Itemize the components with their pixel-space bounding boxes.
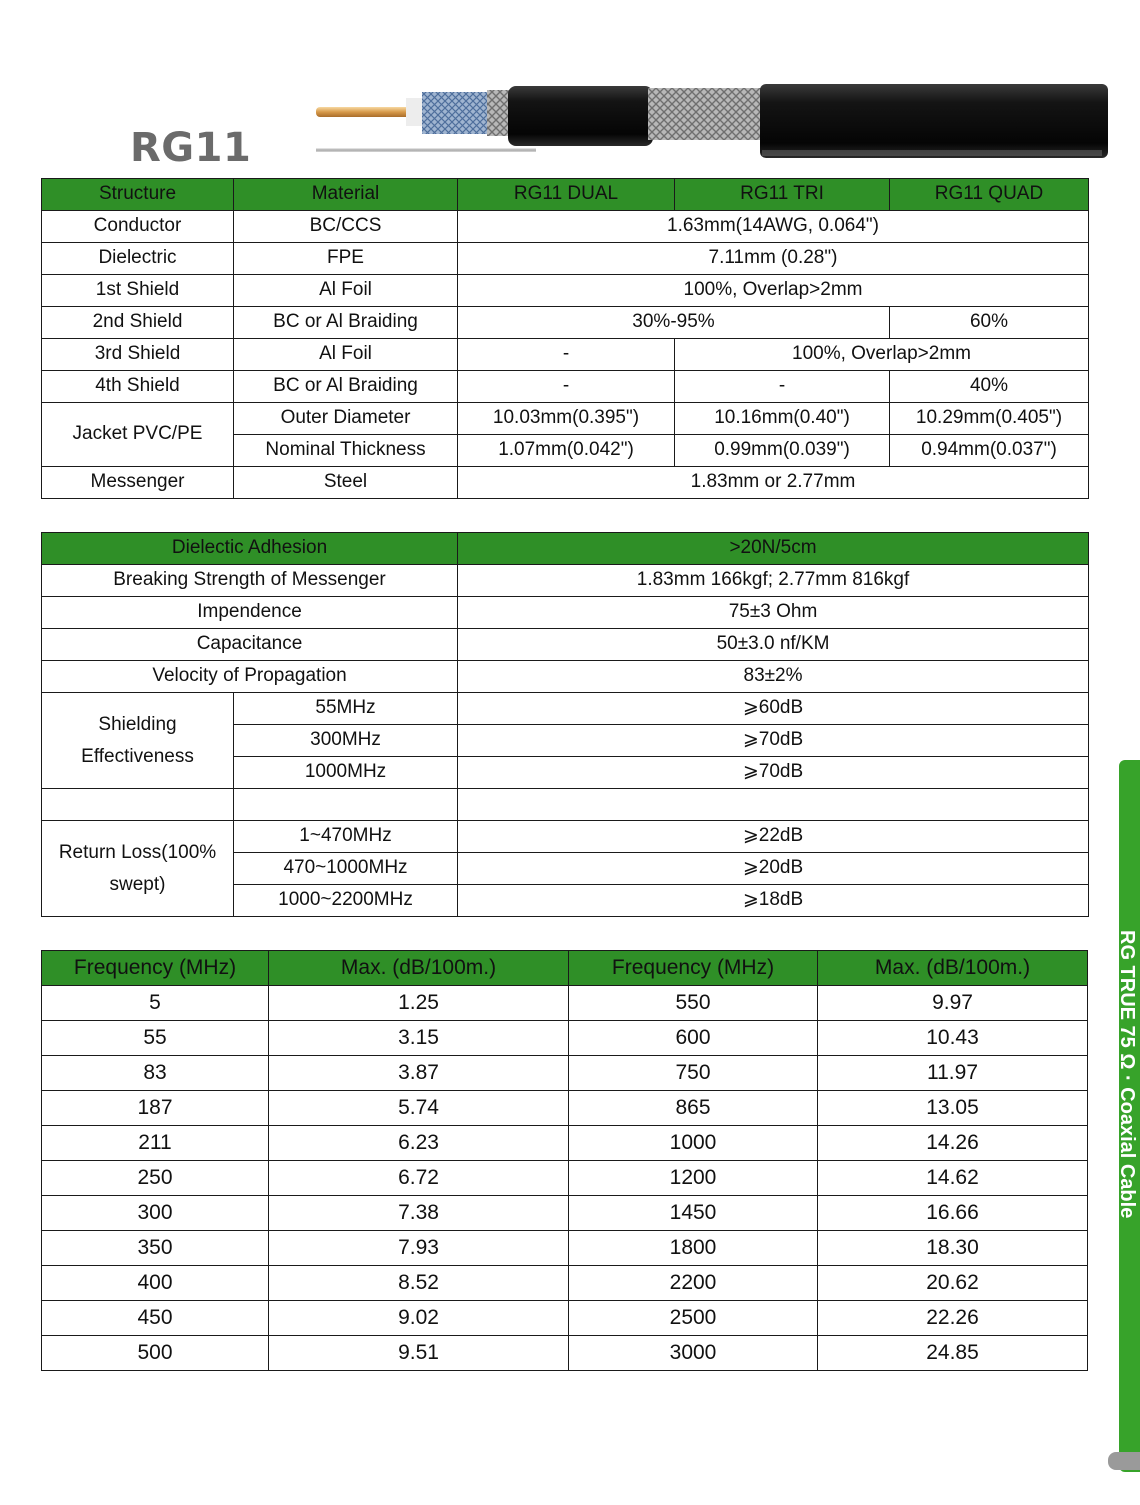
row-value: 1.83mm or 2.77mm bbox=[458, 467, 1089, 499]
frequency-cell: 350 bbox=[42, 1231, 269, 1266]
empty-cell bbox=[234, 789, 458, 821]
row-label: Impendence bbox=[42, 597, 458, 629]
frequency-cell: 2500 bbox=[569, 1301, 818, 1336]
row-material: Al Foil bbox=[234, 339, 458, 371]
table-row bbox=[42, 211, 1089, 243]
row-label: Conductor bbox=[42, 211, 234, 243]
row-value: ⩾70dB bbox=[458, 725, 1089, 757]
attenuation-cell: 10.43 bbox=[818, 1021, 1088, 1056]
frequency-cell: 3000 bbox=[569, 1336, 818, 1371]
row-label: Dielectric bbox=[42, 243, 234, 275]
row-value: 83±2% bbox=[458, 661, 1089, 693]
adhesion-label: Dielectic Adhesion bbox=[42, 533, 458, 565]
header-material: Material bbox=[234, 179, 458, 211]
frequency-cell: 550 bbox=[569, 986, 818, 1021]
row-material: FPE bbox=[234, 243, 458, 275]
row-freq: 1000MHz bbox=[234, 757, 458, 789]
row-freq: 1000~2200MHz bbox=[234, 885, 458, 917]
row-freq: 1~470MHz bbox=[234, 821, 458, 853]
attenuation-cell: 13.05 bbox=[818, 1091, 1088, 1126]
attenuation-cell: 11.97 bbox=[818, 1056, 1088, 1091]
table-row bbox=[42, 1336, 1088, 1371]
row-value: 100%, Overlap>2mm bbox=[458, 275, 1089, 307]
row-value: ⩾70dB bbox=[458, 757, 1089, 789]
table-row bbox=[42, 1021, 1088, 1056]
row-value: 50±3.0 nf/KM bbox=[458, 629, 1089, 661]
attenuation-cell: 8.52 bbox=[269, 1266, 569, 1301]
sidebar-label: RG TRUE 75 Ω · Coaxial Cable bbox=[1116, 930, 1138, 1219]
header-frequency: Frequency (MHz) bbox=[42, 951, 269, 986]
frequency-cell: 750 bbox=[569, 1056, 818, 1091]
frequency-cell: 2200 bbox=[569, 1266, 818, 1301]
frequency-cell: 450 bbox=[42, 1301, 269, 1336]
attenuation-cell: 16.66 bbox=[818, 1196, 1088, 1231]
attenuation-table bbox=[41, 950, 1088, 1371]
table-row bbox=[42, 1266, 1088, 1301]
table-row bbox=[42, 1301, 1088, 1336]
row-label: 3rd Shield bbox=[42, 339, 234, 371]
row-material: BC or Al Braiding bbox=[234, 371, 458, 403]
row-value: ⩾60dB bbox=[458, 693, 1089, 725]
sidebar-shadow bbox=[1108, 1452, 1140, 1470]
row-freq: 300MHz bbox=[234, 725, 458, 757]
structure-header-row bbox=[42, 179, 1089, 211]
frequency-cell: 400 bbox=[42, 1266, 269, 1301]
table-row bbox=[42, 661, 1089, 693]
header-max: Max. (dB/100m.) bbox=[269, 951, 569, 986]
row-material: BC/CCS bbox=[234, 211, 458, 243]
frequency-cell: 5 bbox=[42, 986, 269, 1021]
row-material: BC or Al Braiding bbox=[234, 307, 458, 339]
frequency-cell: 250 bbox=[42, 1161, 269, 1196]
frequency-cell: 1800 bbox=[569, 1231, 818, 1266]
row-value: 40% bbox=[890, 371, 1089, 403]
row-value: - bbox=[458, 339, 675, 371]
frequency-cell: 1450 bbox=[569, 1196, 818, 1231]
row-value: 60% bbox=[890, 307, 1089, 339]
electrical-header-row bbox=[42, 533, 1089, 565]
frequency-cell: 300 bbox=[42, 1196, 269, 1231]
attenuation-cell: 7.93 bbox=[269, 1231, 569, 1266]
row-freq: 470~1000MHz bbox=[234, 853, 458, 885]
row-material: Nominal Thickness bbox=[234, 435, 458, 467]
row-value: 0.99mm(0.039") bbox=[675, 435, 890, 467]
attenuation-cell: 18.30 bbox=[818, 1231, 1088, 1266]
row-label: Capacitance bbox=[42, 629, 458, 661]
table-row bbox=[42, 275, 1089, 307]
table-row bbox=[42, 467, 1089, 499]
frequency-cell: 187 bbox=[42, 1091, 269, 1126]
table-row bbox=[42, 986, 1088, 1021]
frequency-cell: 500 bbox=[42, 1336, 269, 1371]
row-label: Messenger bbox=[42, 467, 234, 499]
frequency-cell: 83 bbox=[42, 1056, 269, 1091]
row-value: 30%-95% bbox=[458, 307, 890, 339]
attenuation-cell: 1.25 bbox=[269, 986, 569, 1021]
attenuation-header-row bbox=[42, 951, 1088, 986]
row-label: Breaking Strength of Messenger bbox=[42, 565, 458, 597]
empty-row bbox=[42, 789, 1089, 821]
header-structure: Structure bbox=[42, 179, 234, 211]
attenuation-body bbox=[42, 986, 1088, 1371]
table-row bbox=[42, 629, 1089, 661]
row-value: 75±3 Ohm bbox=[458, 597, 1089, 629]
table-row bbox=[42, 307, 1089, 339]
attenuation-cell: 9.97 bbox=[818, 986, 1088, 1021]
row-label: 2nd Shield bbox=[42, 307, 234, 339]
frequency-cell: 55 bbox=[42, 1021, 269, 1056]
shielding-label: Shielding Effectiveness bbox=[42, 693, 234, 789]
row-value: - bbox=[675, 371, 890, 403]
table-row bbox=[42, 339, 1089, 371]
empty-cell bbox=[42, 789, 234, 821]
attenuation-cell: 6.72 bbox=[269, 1161, 569, 1196]
header-max: Max. (dB/100m.) bbox=[818, 951, 1088, 986]
row-label: 4th Shield bbox=[42, 371, 234, 403]
table-row bbox=[42, 693, 1089, 725]
table-row bbox=[42, 371, 1089, 403]
table-row bbox=[42, 1231, 1088, 1266]
attenuation-cell: 3.15 bbox=[269, 1021, 569, 1056]
header-rg11-tri: RG11 TRI bbox=[675, 179, 890, 211]
table-row bbox=[42, 1091, 1088, 1126]
table-row bbox=[42, 821, 1089, 853]
attenuation-cell: 24.85 bbox=[818, 1336, 1088, 1371]
attenuation-cell: 9.51 bbox=[269, 1336, 569, 1371]
row-material: Steel bbox=[234, 467, 458, 499]
attenuation-cell: 14.62 bbox=[818, 1161, 1088, 1196]
row-value: ⩾20dB bbox=[458, 853, 1089, 885]
table-row bbox=[42, 1056, 1088, 1091]
table-row bbox=[42, 565, 1089, 597]
row-value: 100%, Overlap>2mm bbox=[675, 339, 1089, 371]
attenuation-cell: 14.26 bbox=[818, 1126, 1088, 1161]
row-value: 0.94mm(0.037") bbox=[890, 435, 1089, 467]
row-freq: 55MHz bbox=[234, 693, 458, 725]
row-value: 10.16mm(0.40") bbox=[675, 403, 890, 435]
return-loss-label: Return Loss(100% swept) bbox=[42, 821, 234, 917]
row-material: Outer Diameter bbox=[234, 403, 458, 435]
row-label: Velocity of Propagation bbox=[42, 661, 458, 693]
row-value: 10.03mm(0.395") bbox=[458, 403, 675, 435]
attenuation-cell: 7.38 bbox=[269, 1196, 569, 1231]
row-label: Jacket PVC/PE bbox=[42, 403, 234, 467]
row-value: 1.63mm(14AWG, 0.064") bbox=[458, 211, 1089, 243]
row-value: ⩾18dB bbox=[458, 885, 1089, 917]
table-row bbox=[42, 597, 1089, 629]
row-value: 1.83mm 166kgf; 2.77mm 816kgf bbox=[458, 565, 1089, 597]
table-row bbox=[42, 403, 1089, 435]
header-rg11-quad: RG11 QUAD bbox=[890, 179, 1089, 211]
header-rg11-dual: RG11 DUAL bbox=[458, 179, 675, 211]
electrical-table bbox=[41, 532, 1089, 917]
page-title: RG11 bbox=[130, 125, 252, 171]
row-value: 7.11mm (0.28") bbox=[458, 243, 1089, 275]
attenuation-cell: 22.26 bbox=[818, 1301, 1088, 1336]
attenuation-cell: 6.23 bbox=[269, 1126, 569, 1161]
coaxial-cable-image bbox=[312, 80, 1112, 162]
frequency-cell: 1200 bbox=[569, 1161, 818, 1196]
frequency-cell: 211 bbox=[42, 1126, 269, 1161]
table-row bbox=[42, 243, 1089, 275]
row-label: 1st Shield bbox=[42, 275, 234, 307]
table-row bbox=[42, 1126, 1088, 1161]
row-value: - bbox=[458, 371, 675, 403]
attenuation-cell: 5.74 bbox=[269, 1091, 569, 1126]
attenuation-cell: 3.87 bbox=[269, 1056, 569, 1091]
frequency-cell: 865 bbox=[569, 1091, 818, 1126]
row-value: ⩾22dB bbox=[458, 821, 1089, 853]
attenuation-cell: 9.02 bbox=[269, 1301, 569, 1336]
attenuation-cell: 20.62 bbox=[818, 1266, 1088, 1301]
adhesion-value: >20N/5cm bbox=[458, 533, 1089, 565]
row-value: 10.29mm(0.405") bbox=[890, 403, 1089, 435]
table-row bbox=[42, 1196, 1088, 1231]
row-material: Al Foil bbox=[234, 275, 458, 307]
frequency-cell: 1000 bbox=[569, 1126, 818, 1161]
table-row bbox=[42, 1161, 1088, 1196]
frequency-cell: 600 bbox=[569, 1021, 818, 1056]
header-frequency: Frequency (MHz) bbox=[569, 951, 818, 986]
structure-table bbox=[41, 178, 1089, 499]
empty-cell bbox=[458, 789, 1089, 821]
row-value: 1.07mm(0.042") bbox=[458, 435, 675, 467]
